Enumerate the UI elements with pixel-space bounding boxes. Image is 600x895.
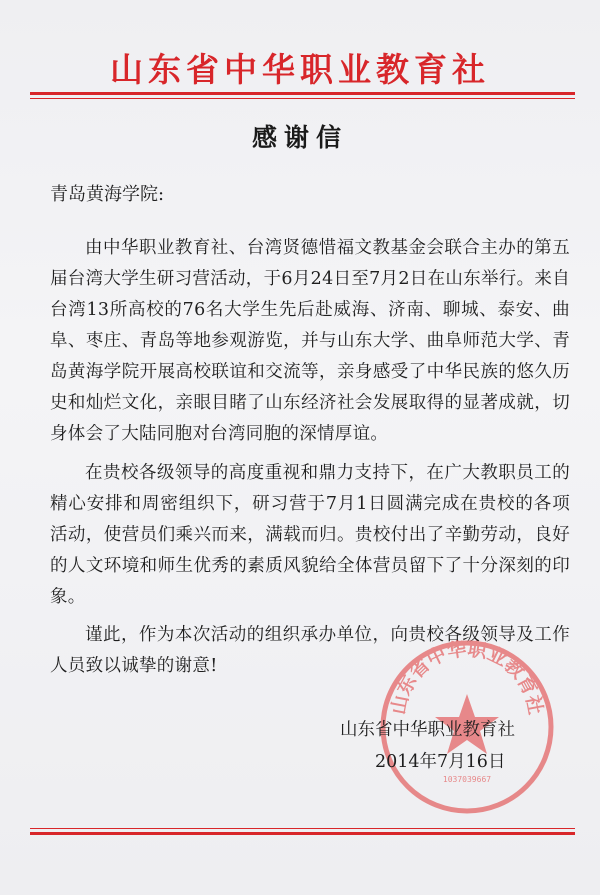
seal-number: 1037039667	[442, 775, 492, 784]
header-rule-thin	[30, 98, 575, 99]
org-letterhead-title: 山东省中华职业教育社	[110, 50, 490, 89]
header-rule-thick	[30, 92, 575, 95]
paragraph-1: 由中华职业教育社、台湾贤德惜福文教基金会联合主办的第五届台湾大学生研习营活动，于6月24日至7月2日在山东举行。来自台湾13所高校的76名大学生先后赴威海、济南、聊城、泰安、曲阜、枣庄、青岛等地参观游览，并与山东大学、曲阜师范大学、青岛黄海学院开展高校联谊和交流等，亲身感受了中华民族的悠久历史和灿烂文化，亲眼目睹了山东经济社会发展取得的显著成就，切身体会了大陆同胞对台湾同胞的深情厚谊。	[50, 238, 570, 444]
footer-rule-thin	[30, 828, 575, 829]
paragraph-3: 谨此，作为本次活动的组织承办单位，向贵校各级领导及工作人员致以诚挚的谢意!	[50, 625, 570, 676]
salutation: 青岛黄海学院:	[50, 184, 165, 205]
letter-title: 感谢信	[251, 123, 348, 152]
signature-organization: 山东省中华职业教育社	[340, 720, 515, 740]
seal-arc-text: 山东省中华职业教育社	[387, 638, 547, 717]
signature-date: 2014年7月16日	[375, 752, 506, 772]
paragraph-2: 在贵校各级领导的高度重视和鼎力支持下，在广大教职员工的精心安排和周密组织下，研习营于7月1日圆满完成在贵校的各项活动，使营员们乘兴而来，满载而归。贵校付出了辛勤劳动，良好的人文环境和师生优秀的素质风貌给全体营员留下了十分深刻的印象。	[50, 463, 570, 607]
footer-rule-thick	[30, 832, 575, 835]
